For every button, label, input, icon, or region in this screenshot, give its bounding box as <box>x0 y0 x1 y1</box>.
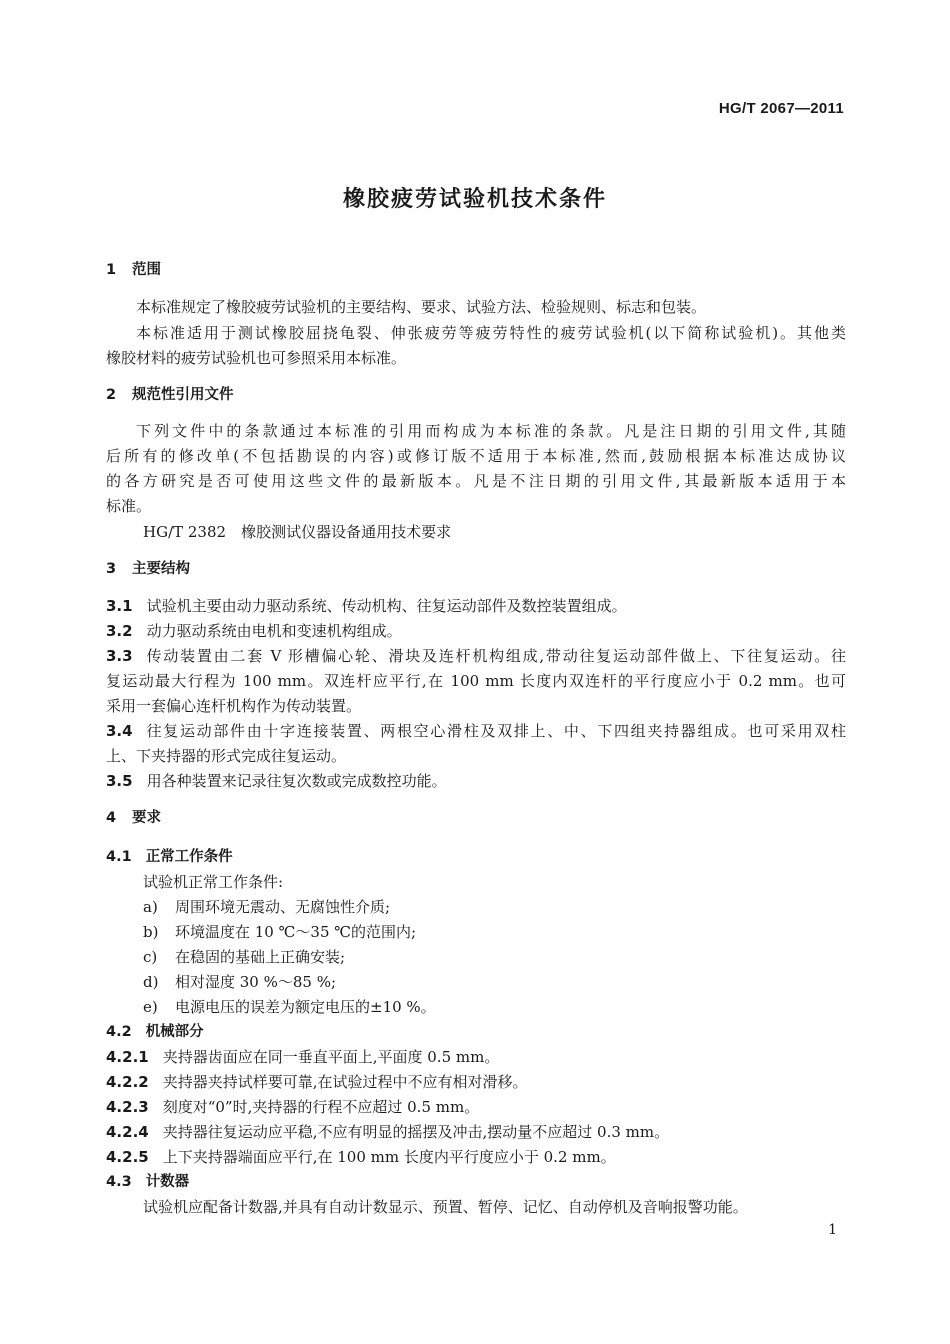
section-3-heading: 3 主要结构 <box>106 561 190 577</box>
clause-4-1-intro: 试验机正常工作条件: <box>143 873 284 891</box>
page-number: 1 <box>828 1222 837 1238</box>
clause-4-3-text: 试验机应配备计数器,并具有自动计数显示、预置、暂停、记忆、自动停机及音响报警功能。 <box>143 1198 748 1216</box>
section-2-line-2: 后所有的修改单(不包括勘误的内容)或修订版不适用于本标准,然而,鼓励根据本标准达成协议 <box>106 447 846 465</box>
clause-4-1-heading: 4.1 正常工作条件 <box>106 849 233 865</box>
normative-reference: HG/T 2382 橡胶测试仪器设备通用技术要求 <box>143 523 452 541</box>
clause-3-1: 3.1 试验机主要由动力驱动系统、传动机构、往复运动部件及数控装置组成。 <box>106 597 627 615</box>
clause-3-4: 3.4 往复运动部件由十字连接装置、两根空心滑柱及双排上、中、下四组夹持器组成。也可采用双柱 <box>106 722 846 740</box>
condition-item-b: b) 环境温度在 10 ℃～35 ℃的范围内; <box>143 923 417 941</box>
clause-4-3-heading: 4.3 计数器 <box>106 1174 190 1190</box>
clause-3-3-line-2: 复运动最大行程为 100 mm。双连杆应平行,在 100 mm 长度内双连杆的平行度应小于 0.2 mm。也可 <box>106 672 846 690</box>
document-title: 橡胶疲劳试验机技术条件 <box>342 187 607 212</box>
section-1-paragraph-2-line-1: 本标准适用于测试橡胶屈挠龟裂、伸张疲劳等疲劳特性的疲劳试验机(以下简称试验机)。其他类 <box>136 324 846 342</box>
section-4-heading: 4 要求 <box>106 810 161 826</box>
section-2-line-1: 下列文件中的条款通过本标准的引用而构成为本标准的条款。凡是注日期的引用文件,其随 <box>136 422 846 440</box>
section-2-heading: 2 规范性引用文件 <box>106 387 234 403</box>
section-1-heading: 1 范围 <box>106 262 161 278</box>
section-1-paragraph-2-line-2: 橡胶材料的疲劳试验机也可参照采用本标准。 <box>106 349 407 367</box>
condition-item-c: c) 在稳固的基础上正确安装; <box>143 948 346 966</box>
clause-4-2-heading: 4.2 机械部分 <box>106 1024 204 1040</box>
clause-4-2-4: 4.2.4 夹持器往复运动应平稳,不应有明显的摇摆及冲击,摆动量不应超过 0.3 mm。 <box>106 1123 670 1141</box>
clause-3-4-line-2: 上、下夹持器的形式完成往复运动。 <box>106 747 347 765</box>
clause-3-3-line-3: 采用一套偏心连杆机构作为传动装置。 <box>106 697 362 715</box>
clause-4-2-5: 4.2.5 上下夹持器端面应平行,在 100 mm 长度内平行度应小于 0.2 mm。 <box>106 1148 616 1166</box>
section-2-line-4: 标准。 <box>106 497 152 515</box>
condition-item-a: a) 周围环境无震动、无腐蚀性介质; <box>143 898 391 916</box>
clause-3-5: 3.5 用各种装置来记录往复次数或完成数控功能。 <box>106 772 447 790</box>
condition-item-e: e) 电源电压的误差为额定电压的±10 %。 <box>143 998 436 1016</box>
clause-3-2: 3.2 动力驱动系统由电机和变速机构组成。 <box>106 622 402 640</box>
clause-3-3: 3.3 传动装置由二套 V 形槽偏心轮、滑块及连杆机构组成,带动往复运动部件做上、下往复运动。往 <box>106 647 846 665</box>
clause-4-2-3: 4.2.3 刻度对“0”时,夹持器的行程不应超过 0.5 mm。 <box>106 1098 480 1116</box>
standard-code: HG/T 2067—2011 <box>718 100 844 117</box>
clause-4-2-1: 4.2.1 夹持器齿面应在同一垂直平面上,平面度 0.5 mm。 <box>106 1048 500 1066</box>
section-2-line-3: 的各方研究是否可使用这些文件的最新版本。凡是不注日期的引用文件,其最新版本适用于本 <box>106 472 846 490</box>
section-1-paragraph-1: 本标准规定了橡胶疲劳试验机的主要结构、要求、试验方法、检验规则、标志和包装。 <box>136 298 707 316</box>
condition-item-d: d) 相对湿度 30 %～85 %; <box>143 973 337 991</box>
clause-4-2-2: 4.2.2 夹持器夹持试样要可靠,在试验过程中不应有相对滑移。 <box>106 1073 528 1091</box>
